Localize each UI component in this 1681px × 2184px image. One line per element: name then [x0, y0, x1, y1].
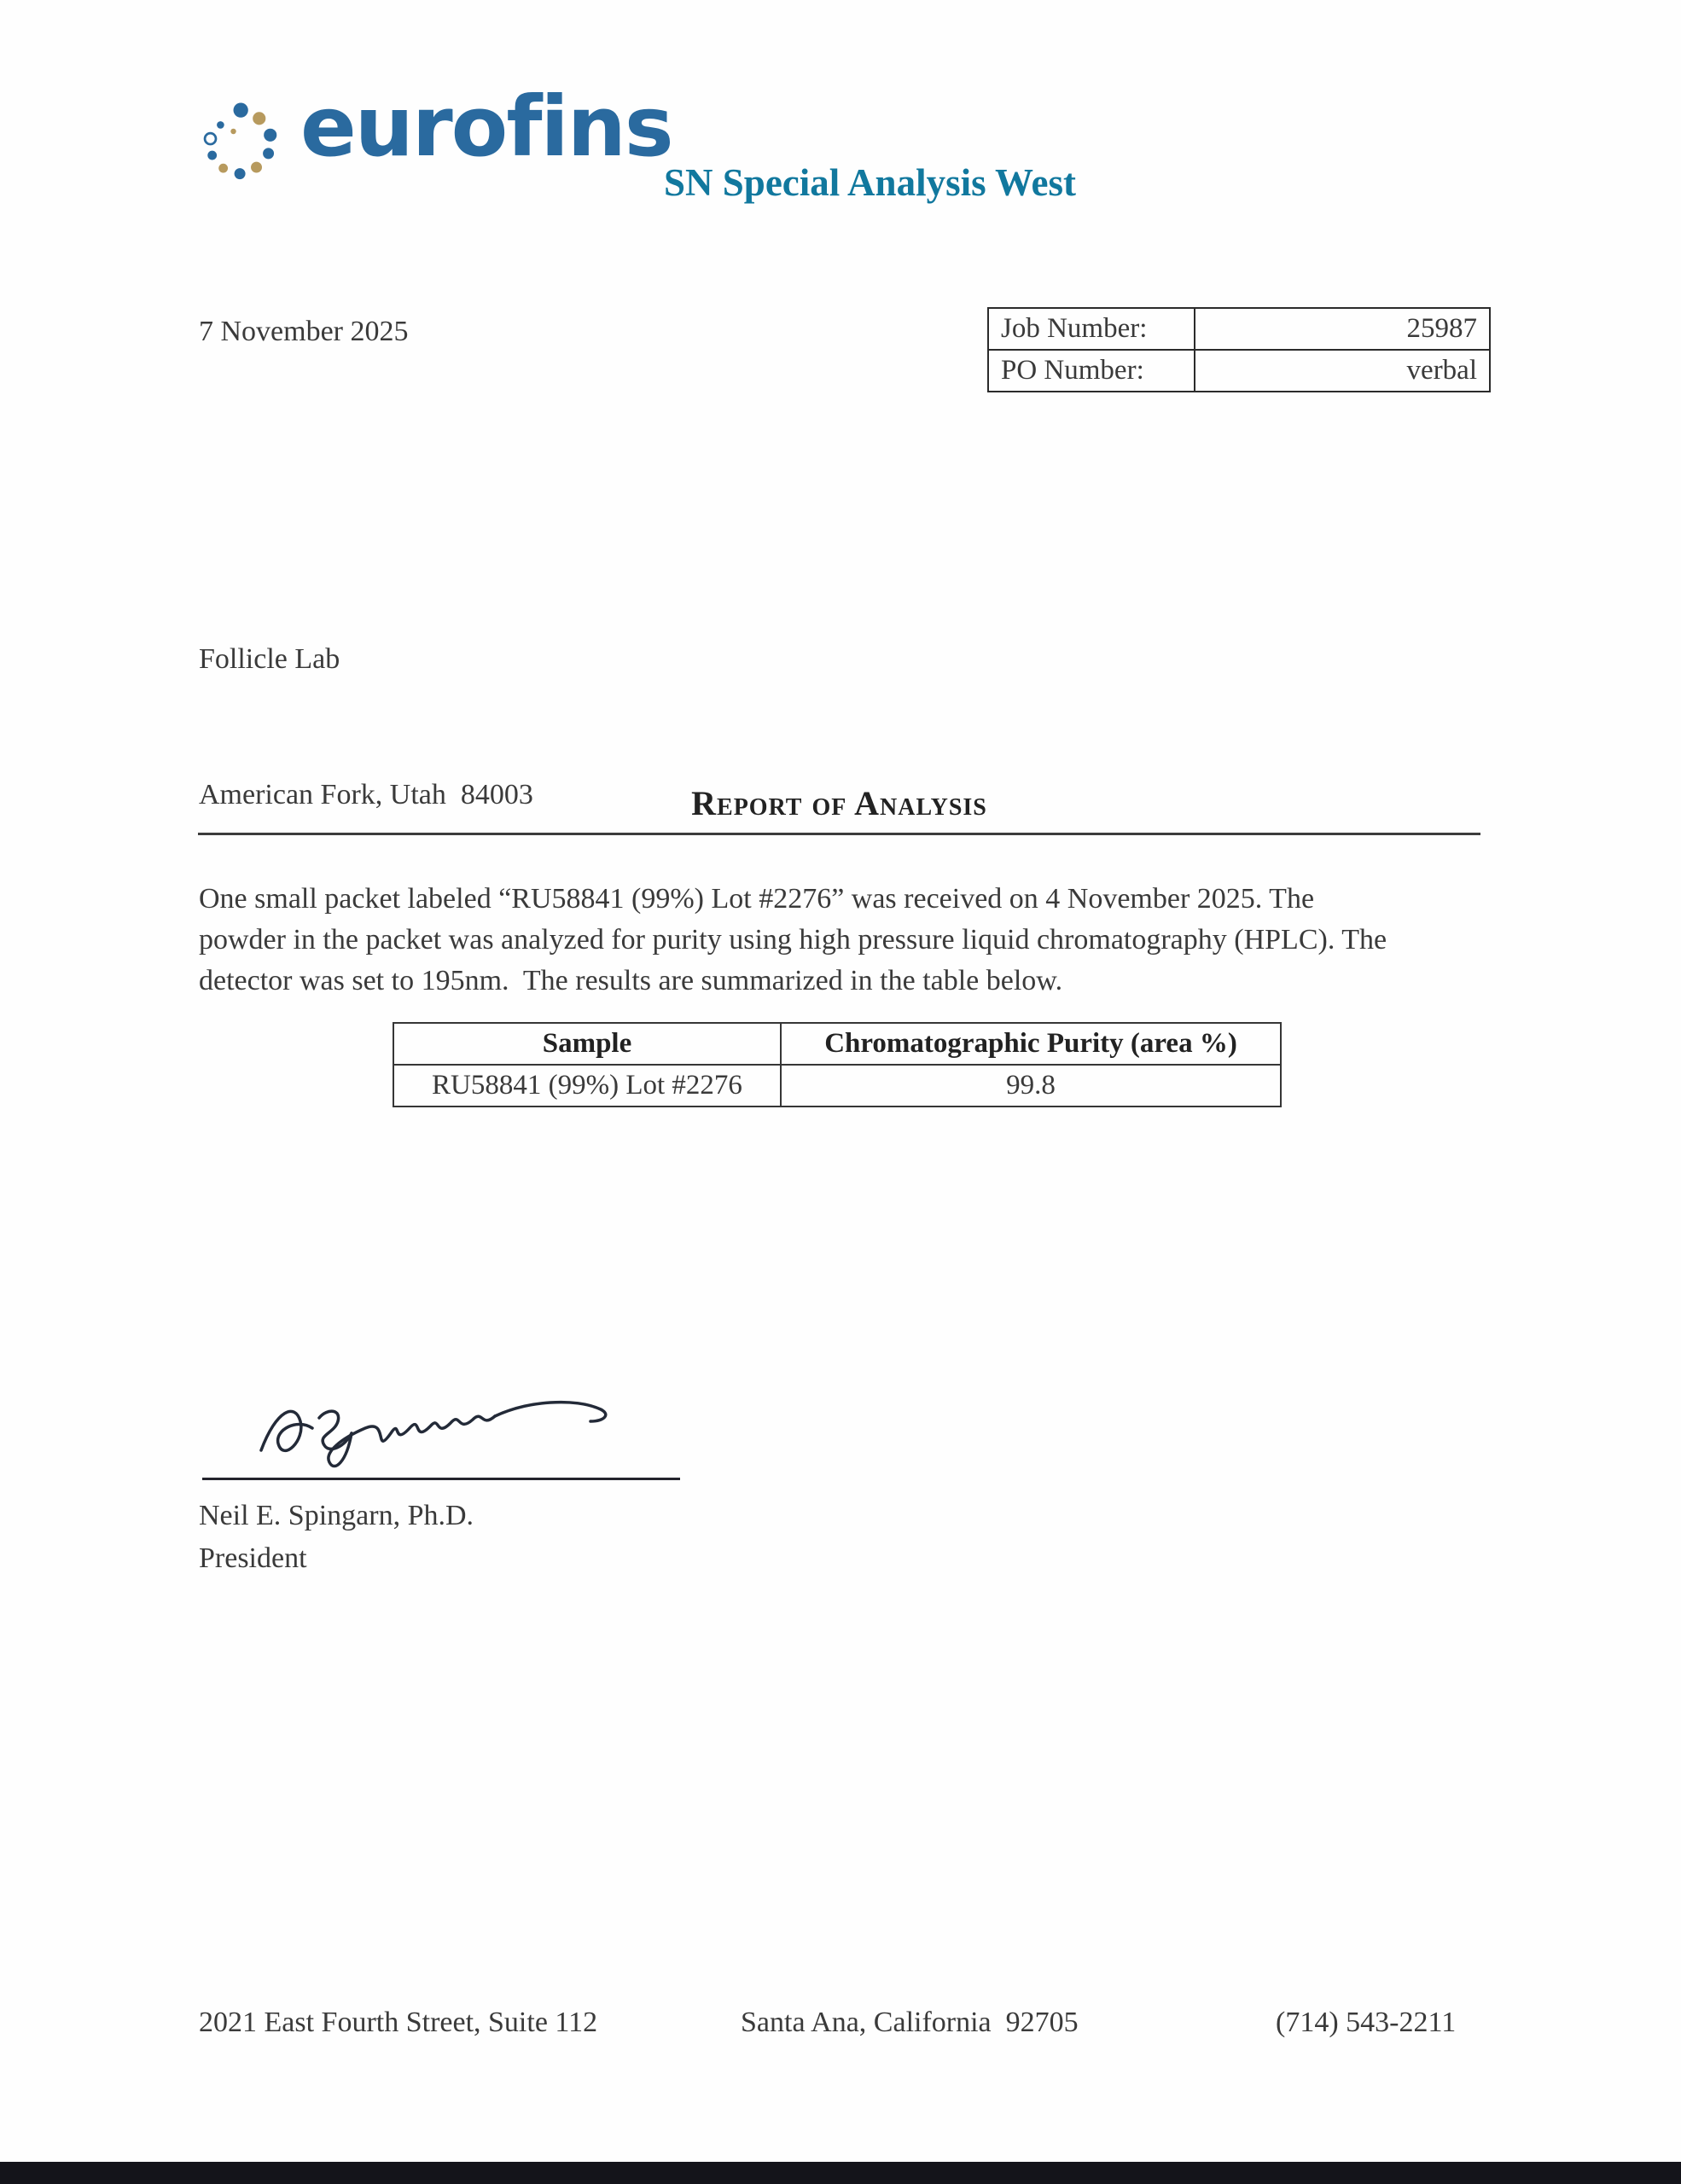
- job-number-row: [988, 308, 1490, 350]
- results-table: [393, 1022, 1282, 1107]
- results-header-sample: Sample: [393, 1023, 781, 1065]
- signature-handwriting: [246, 1384, 621, 1478]
- report-title: Report of Analysis: [691, 784, 987, 822]
- results-sample-value: RU58841 (99%) Lot #2276: [393, 1065, 781, 1107]
- brand-logo-text: eurofins: [300, 78, 672, 175]
- footer-city-state-zip: Santa Ana, California 92705: [741, 2007, 1079, 2038]
- footer-street-address: 2021 East Fourth Street, Suite 112: [199, 2007, 598, 2038]
- results-header-row: [393, 1023, 1281, 1065]
- results-header-purity: Chromatographic Purity (area %): [781, 1023, 1281, 1065]
- report-body-paragraph: One small packet labeled “RU58841 (99%) Lot #2276” was received on 4 November 2025. The powder in the packet was analyzed for purity using high pressure liquid chromatography (HPLC). The detector was set to 195nm. The results are summarized in the table below.: [199, 883, 1394, 996]
- results-purity-value: 99.8: [781, 1065, 1281, 1107]
- po-number-value: verbal: [1195, 350, 1490, 392]
- job-number-label: Job Number:: [988, 308, 1195, 350]
- po-number-row: [988, 350, 1490, 392]
- scan-edge-artifact: [0, 2162, 1681, 2184]
- title-divider: [198, 833, 1480, 835]
- recipient-name: Follicle Lab: [199, 643, 340, 675]
- job-number-value: 25987: [1195, 308, 1490, 350]
- footer-phone-number: (714) 543-2211: [1276, 2007, 1457, 2038]
- signatory-name: Neil E. Spingarn, Ph.D.: [199, 1500, 474, 1531]
- results-data-row: [393, 1065, 1281, 1107]
- job-po-table: [987, 307, 1491, 392]
- brand-division-name: SN Special Analysis West: [664, 161, 1077, 204]
- recipient-address: American Fork, Utah 84003: [199, 779, 533, 810]
- signature-line: [202, 1478, 680, 1480]
- po-number-label: PO Number:: [988, 350, 1195, 392]
- recipient-block: [199, 546, 533, 908]
- report-date: 7 November 2025: [199, 316, 409, 347]
- eurofins-swirl-icon: [193, 97, 285, 189]
- signatory-title: President: [199, 1542, 307, 1574]
